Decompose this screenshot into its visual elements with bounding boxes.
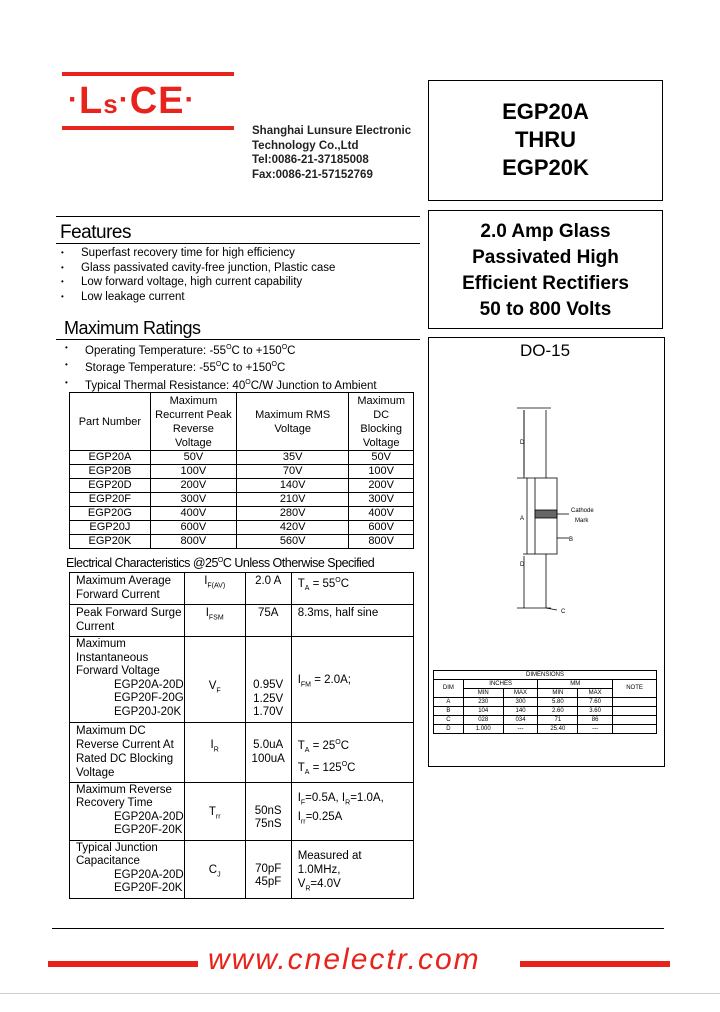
storage-temp: • Storage Temperature: $-55^OC$ to $+150^OC$	[64, 358, 377, 375]
footer-red-bar-right	[520, 961, 670, 967]
max-ratings-underline	[56, 339, 420, 340]
table-row: EGP20J 600V 420V 600V	[70, 521, 414, 535]
footer-rule	[52, 928, 664, 929]
max-ratings-heading: Maximum Ratings	[64, 318, 201, 338]
company-info	[252, 124, 411, 182]
dim-label-d-top: D	[520, 440, 525, 446]
part-title-1: EGP20A	[502, 99, 589, 124]
table-row: B 104 140 2.60 3.60	[434, 707, 657, 716]
max-ratings-list	[64, 341, 377, 393]
dimensions-title: DIMENSIONS	[434, 671, 657, 680]
table-row: A 230 300 5.80 7.60	[434, 698, 657, 707]
dim-label-b: B	[569, 537, 574, 543]
col-rms-voltage: Maximum RMS Voltage	[237, 393, 349, 451]
features-rule	[56, 216, 420, 217]
col-part-number: Part Number	[70, 393, 151, 451]
dim-label-a: A	[520, 516, 525, 522]
desc-line-4: 50 to 800 Volts	[479, 299, 612, 320]
table-row: Peak Forward Surge Current $I_{FSM}$ 75A 8.3ms, half sine	[70, 605, 414, 637]
table-row: EGP20D 200V 140V 200V	[70, 479, 414, 493]
table-row: Maximum Instantaneous Forward Voltage EGP20A-20D EGP20F-20G EGP20J-20K $V_F$ 0.95V 1.25V 1.70V $I_{FM} = 2.0A$;	[70, 637, 414, 723]
part-title-2: THRU	[514, 127, 577, 152]
table-row: EGP20G 400V 280V 400V	[70, 507, 414, 521]
company-name-1: Shanghai Lunsure Electronic	[252, 125, 412, 137]
part-title-box	[428, 80, 663, 201]
do15-package-diagram	[429, 360, 663, 660]
table-row: C 028 034 71 86	[434, 716, 657, 725]
table-row: Maximum DC Reverse Current At Rated DC Blocking Voltage $I_R$ 5.0uA 100uA $T_A = 25^OC$ $T_A = 125^OC$	[70, 722, 414, 782]
bottom-rule	[0, 993, 720, 994]
company-tel: Tel:0086-21-37185008	[252, 154, 369, 166]
dimensions-table: DIMENSIONS DIM INCHES MM NOTE MIN MAX MIN MAX A 230 300 5.80 7.60 B 104 140 2.60 3.60 C 028 034 71 86 D 1.000 --- 25.40 ---	[433, 670, 657, 734]
op-temp: • Operating Temperature: $-55^OC$ to $+150^OC$	[64, 341, 377, 358]
col-peak-reverse-voltage: Maximum Recurrent Peak Reverse Voltage	[150, 393, 236, 451]
logo-top-bar	[62, 72, 234, 76]
table-row: EGP20B 100V 70V 100V	[70, 465, 414, 479]
table-row: Typical Junction Capacitance EGP20A-20D EGP20F-20K $C_J$ 70pF 45pF Measured at 1.0MHz, $V_R=4.0V$	[70, 840, 414, 898]
table-row: EGP20F 300V 210V 300V	[70, 493, 414, 507]
company-fax: Fax:0086-21-57152769	[252, 168, 373, 181]
feature-item: • Low leakage current	[60, 290, 335, 305]
features-underline	[56, 243, 420, 244]
col-dc-blocking-voltage: Maximum DC Blocking Voltage	[349, 393, 414, 451]
cathode-band	[535, 510, 557, 518]
feature-item: • Low forward voltage, high current capability	[60, 275, 335, 290]
desc-line-3: Efficient Rectifiers	[462, 273, 629, 294]
dim-label-d-bottom: D	[520, 562, 525, 568]
logo-bottom-bar	[62, 126, 234, 130]
desc-line-2: Passivated High	[472, 247, 619, 268]
table-row: Maximum Average Forward Current $I_{F(AV)}$ 2.0 A $T_A = 55^OC$	[70, 573, 414, 605]
desc-line-1: 2.0 Amp Glass	[480, 221, 611, 242]
description-box	[428, 210, 663, 329]
table-row: EGP20A 50V 35V 50V	[70, 451, 414, 465]
features-heading: Features	[60, 222, 131, 243]
website-link[interactable]: www.cnelectr.com	[208, 943, 481, 976]
elec-char-heading: Electrical Characteristics $@25^OC$ Unless Otherwise Specified	[66, 556, 375, 570]
dim-label-c: C	[561, 609, 566, 615]
feature-item: • Glass passivated cavity-free junction, Plastic case	[60, 261, 335, 276]
elec-char-table	[69, 572, 414, 899]
cathode-label: Cathode	[571, 508, 594, 514]
feature-item: • Superfast recovery time for high efficiency	[60, 246, 335, 261]
company-logo: ·Ls·CE·	[68, 80, 196, 122]
table-row: D 1.000 --- 25.40 ---	[434, 725, 657, 734]
ratings-table	[69, 392, 414, 549]
table-row: EGP20K 800V 560V 800V	[70, 535, 414, 549]
company-name-2: Technology Co.,Ltd	[252, 139, 359, 152]
table-row: Maximum Reverse Recovery Time EGP20A-20D EGP20F-20K $T_{rr}$ 50nS 75nS $I_F=0.5A$, $I_R=1.0A$, $I_{rr}=0.25A$	[70, 782, 414, 840]
features-list	[60, 246, 335, 304]
package-name: DO-15	[520, 341, 571, 360]
thermal-resistance: • Typical Thermal Resistance: $40^OC/W$ Junction to Ambient	[64, 376, 377, 393]
cathode-mark-label: Mark	[575, 518, 589, 524]
footer-red-bar-left	[48, 961, 198, 967]
part-title-3: EGP20K	[502, 155, 589, 180]
